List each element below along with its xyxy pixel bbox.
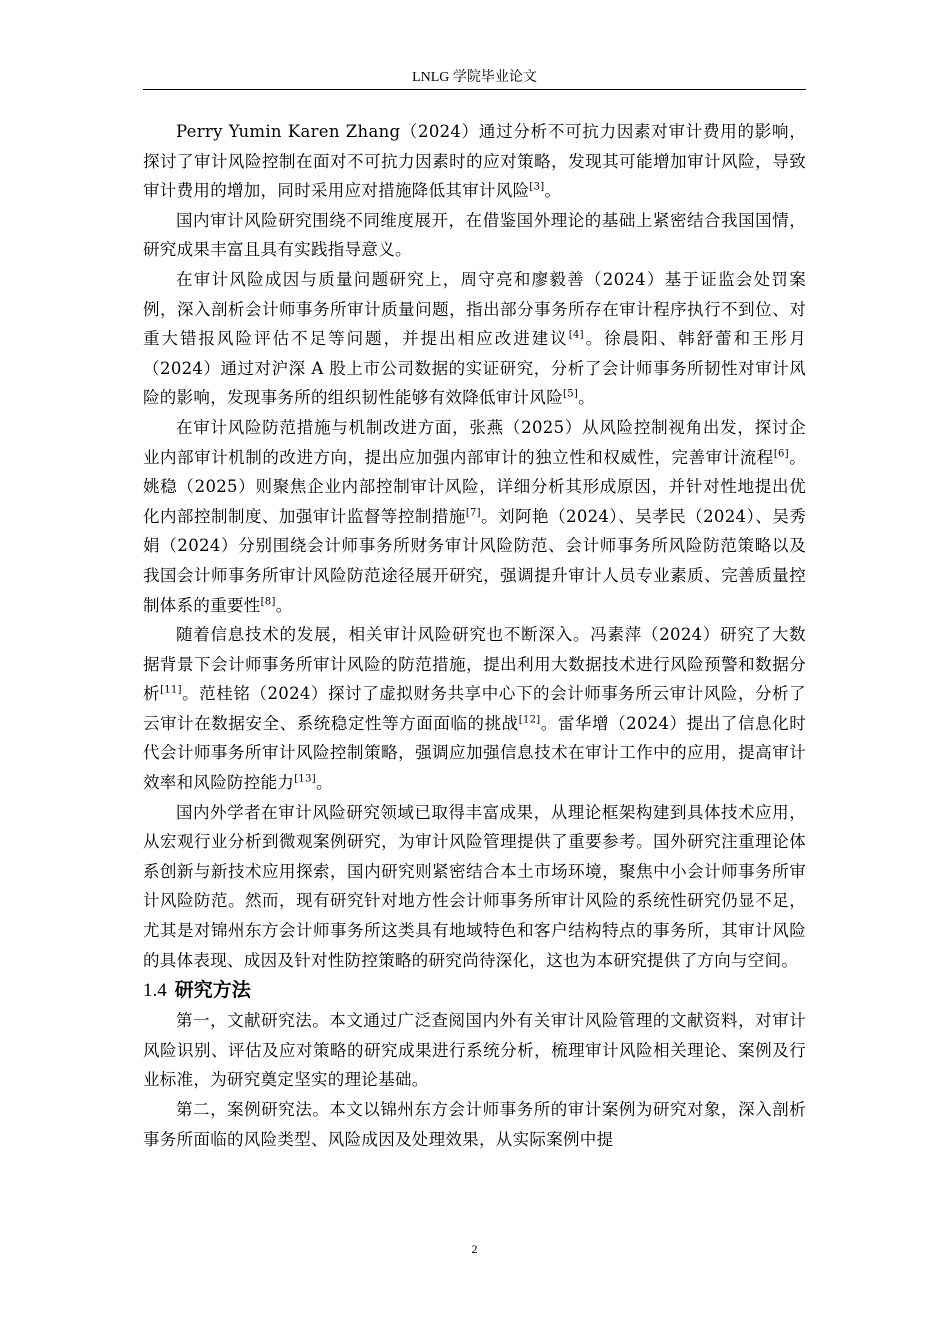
paragraph-text: 。姚稳（2025）则聚焦企业内部控制审计风险，详细分析其形成原因，并针对性地提出优化内部控制制度、加强审计监督等控制措施 xyxy=(143,447,806,526)
paragraph-text: 。 xyxy=(578,388,595,408)
paragraph-text: 。雷华增（2024）提出了信息化时代会计师事务所审计风险控制策略，强调应加强信息技术在审计工作中的应用，提高审计效率和风险防控能力 xyxy=(143,713,806,793)
paragraph xyxy=(143,206,806,265)
citation-marker: [12] xyxy=(518,714,541,726)
citation-marker: [7] xyxy=(465,507,481,519)
paragraph xyxy=(143,413,806,620)
citation-marker: [4] xyxy=(568,329,584,341)
paragraph xyxy=(143,265,806,413)
paragraph-text: 在审计风险成因与质量问题研究上，周守亮和廖毅善（2024）基于证监会处罚案例，深入剖析会计师事务所审计质量问题，指出部分事务所存在审计程序执行不到位、对重大错报风险评估不足等问题，并提出相应改进建议 xyxy=(143,269,806,349)
paragraph: 第一，文献研究法。本文通过广泛查阅国内外有关审计风险管理的文献资料，对审计风险识别、评估及应对策略的研究成果进行系统分析，梳理审计风险相关理论、案例及行业标准，为研究奠定坚实的理论基础。 xyxy=(143,1011,806,1090)
citation-marker: [8] xyxy=(260,596,276,607)
section-number: 1.4 xyxy=(143,980,167,1002)
paragraph xyxy=(143,117,806,206)
paragraph xyxy=(143,798,806,976)
paragraph: 第二，案例研究法。本文以锦州东方会计师事务所的审计案例为研究对象，深入剖析事务所面临的风险类型、风险成因及处理效果，从实际案例中提 xyxy=(143,1100,806,1149)
running-header: LNLG 学院毕业论文 xyxy=(412,70,537,85)
paragraph-text: 随着信息技术的发展，相关审计风险研究也不断深入。冯素萍（2024）研究了大数据背景下会计师事务所审计风险的防范措施，提出利用大数据技术进行风险预警和数据分析 xyxy=(143,625,806,704)
citation-marker: [5] xyxy=(563,388,579,400)
paragraph-text: 在审计风险防范措施与机制改进方面，张燕（2025）从风险控制视角出发，探讨企业内部审计机制的改进方向，提出应加强内部审计的独立性和权威性，完善审计流程 xyxy=(143,417,806,467)
paragraph-text: Perry Yumin Karen Zhang（2024）通过分析不可抗力因素对审计费用的影响，探讨了审计风险控制在面对不可抗力因素时的应对策略，发现其可能增加审计风险，导致审计费用的增加，同时采用应对措施降低其审计风险 xyxy=(143,122,806,201)
header-rule xyxy=(143,89,806,90)
paragraph-text: 。 xyxy=(275,595,293,615)
paragraph-text: 。 xyxy=(315,773,333,793)
literature-review xyxy=(143,117,806,975)
page-number: 2 xyxy=(471,1242,478,1256)
body-text xyxy=(143,117,806,1154)
citation-marker: [11] xyxy=(160,684,182,696)
paragraph-text: 。徐晨阳、韩舒蕾和王彤月（2024）通过对沪深 A 股上市公司数据的实证研究，分析了会计师事务所韧性对审计风险的影响，发现事务所的组织韧性能够有效降低审计风险 xyxy=(143,329,806,408)
citation-marker: [6] xyxy=(773,448,789,460)
citation-marker: [3] xyxy=(529,181,545,193)
paragraph xyxy=(143,620,806,798)
section-heading xyxy=(143,975,806,1006)
paragraph-text: 国内外学者在审计风险研究领域已取得丰富成果，从理论框架构建到具体技术应用，从宏观行业分析到微观案例研究，为审计风险管理提供了重要参考。国外研究注重理论体系创新与新技术应用探索，国内研究则紧密结合本土市场环境，聚焦中小会计师事务所审计风险防范。然而，现有研究针对地方性会计师事务所审计风险的系统性研究仍显不足，尤其是对锦州东方会计师事务所这类具有地域特色和客户结构特点的事务所，其审计风险的具体表现、成因及针对性防控策略的研究尚待深化，这也为本研究提供了方向与空间。 xyxy=(143,802,806,970)
section-title: 研究方法 xyxy=(174,979,251,1002)
paragraph-text: 。刘阿艳（2024）、吴孝民（2024）、吴秀娟（2024）分别围绕会计师事务所财务审计风险防范、会计师事务所风险防范策略以及我国会计师事务所审计风险防范途径展开研究，强调提升审计人员专业素质、完善质量控制体系的重要性 xyxy=(143,506,806,615)
citation-marker: [13] xyxy=(294,773,316,785)
paragraph-text: 。范桂铭（2024）探讨了虚拟财务共享中心下的会计师事务所云审计风险，分析了云审计在数据安全、系统稳定性等方面面临的挑战 xyxy=(143,684,806,733)
paragraph-text: 。 xyxy=(544,181,562,201)
paragraph-text: 国内审计风险研究围绕不同维度展开，在借鉴国外理论的基础上紧密结合我国国情，研究成果丰富且具有实践指导意义。 xyxy=(143,210,806,260)
